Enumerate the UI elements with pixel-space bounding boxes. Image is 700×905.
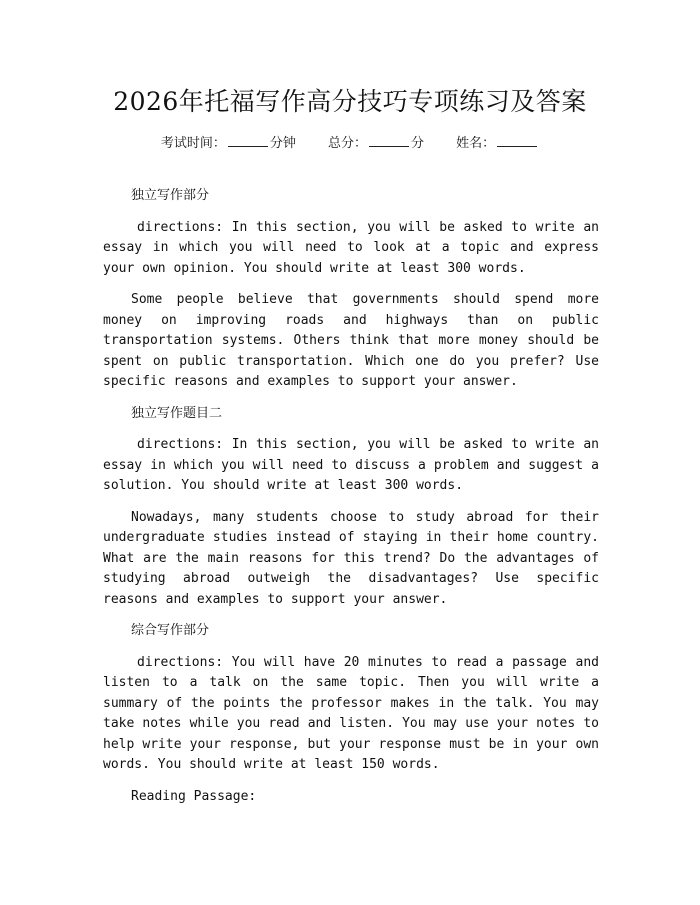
section3-directions: directions: You will have 20 minutes to read a passage and listen to a talk on the same topic. Then you will write a summary of the points the professor makes in the talk. You may take notes while you read and listen. You may use your notes to help write your response, but your response must be in your own words. You should write at least 150 words.: [103, 654, 599, 772]
time-label: 考试时间：: [160, 136, 226, 151]
name-field: [456, 136, 539, 151]
score-field: [328, 136, 428, 151]
section2-heading: 独立写作题目二: [131, 405, 223, 421]
page-title: 2026年托福写作高分技巧专项练习及答案: [113, 87, 587, 116]
section2-directions: directions: In this section, you will be asked to write an essay in which you will need to discuss a problem and suggest a solution. You should write at least 300 words.: [103, 437, 599, 493]
score-unit: 分: [411, 136, 425, 151]
reading-passage-label: Reading Passage:: [131, 788, 257, 804]
score-blank: [369, 135, 409, 147]
name-label: 姓名：: [456, 136, 496, 151]
time-field: [161, 136, 300, 151]
section3-heading: 综合写作部分: [131, 623, 210, 638]
score-label: 总分：: [327, 136, 367, 151]
document-body: [103, 186, 599, 818]
time-unit: 分钟: [269, 136, 296, 151]
section1-heading: 独立写作部分: [131, 188, 210, 203]
section1-directions: directions: In this section, you will be asked to write an essay in which you will need to look at a topic and express your own opinion. You should write at least 300 words.: [103, 219, 599, 276]
name-blank: [497, 135, 537, 147]
time-blank: [228, 135, 268, 147]
exam-meta: [0, 132, 700, 151]
section2-prompt: Nowadays, many students choose to study abroad for their undergraduate studies instead of staying in their home country. What are the main reasons for this trend? Do the advantages of studying abroad outweigh the disadvantages? Use specific reasons and examples to support your answer.: [103, 509, 599, 607]
section1-prompt: Some people believe that governments should spend more money on improving roads and highways than on public transportation systems. Others think that more money should be spent on public transportation. Which one do you prefer? Use specific reasons and examples to support your answer.: [103, 292, 599, 389]
